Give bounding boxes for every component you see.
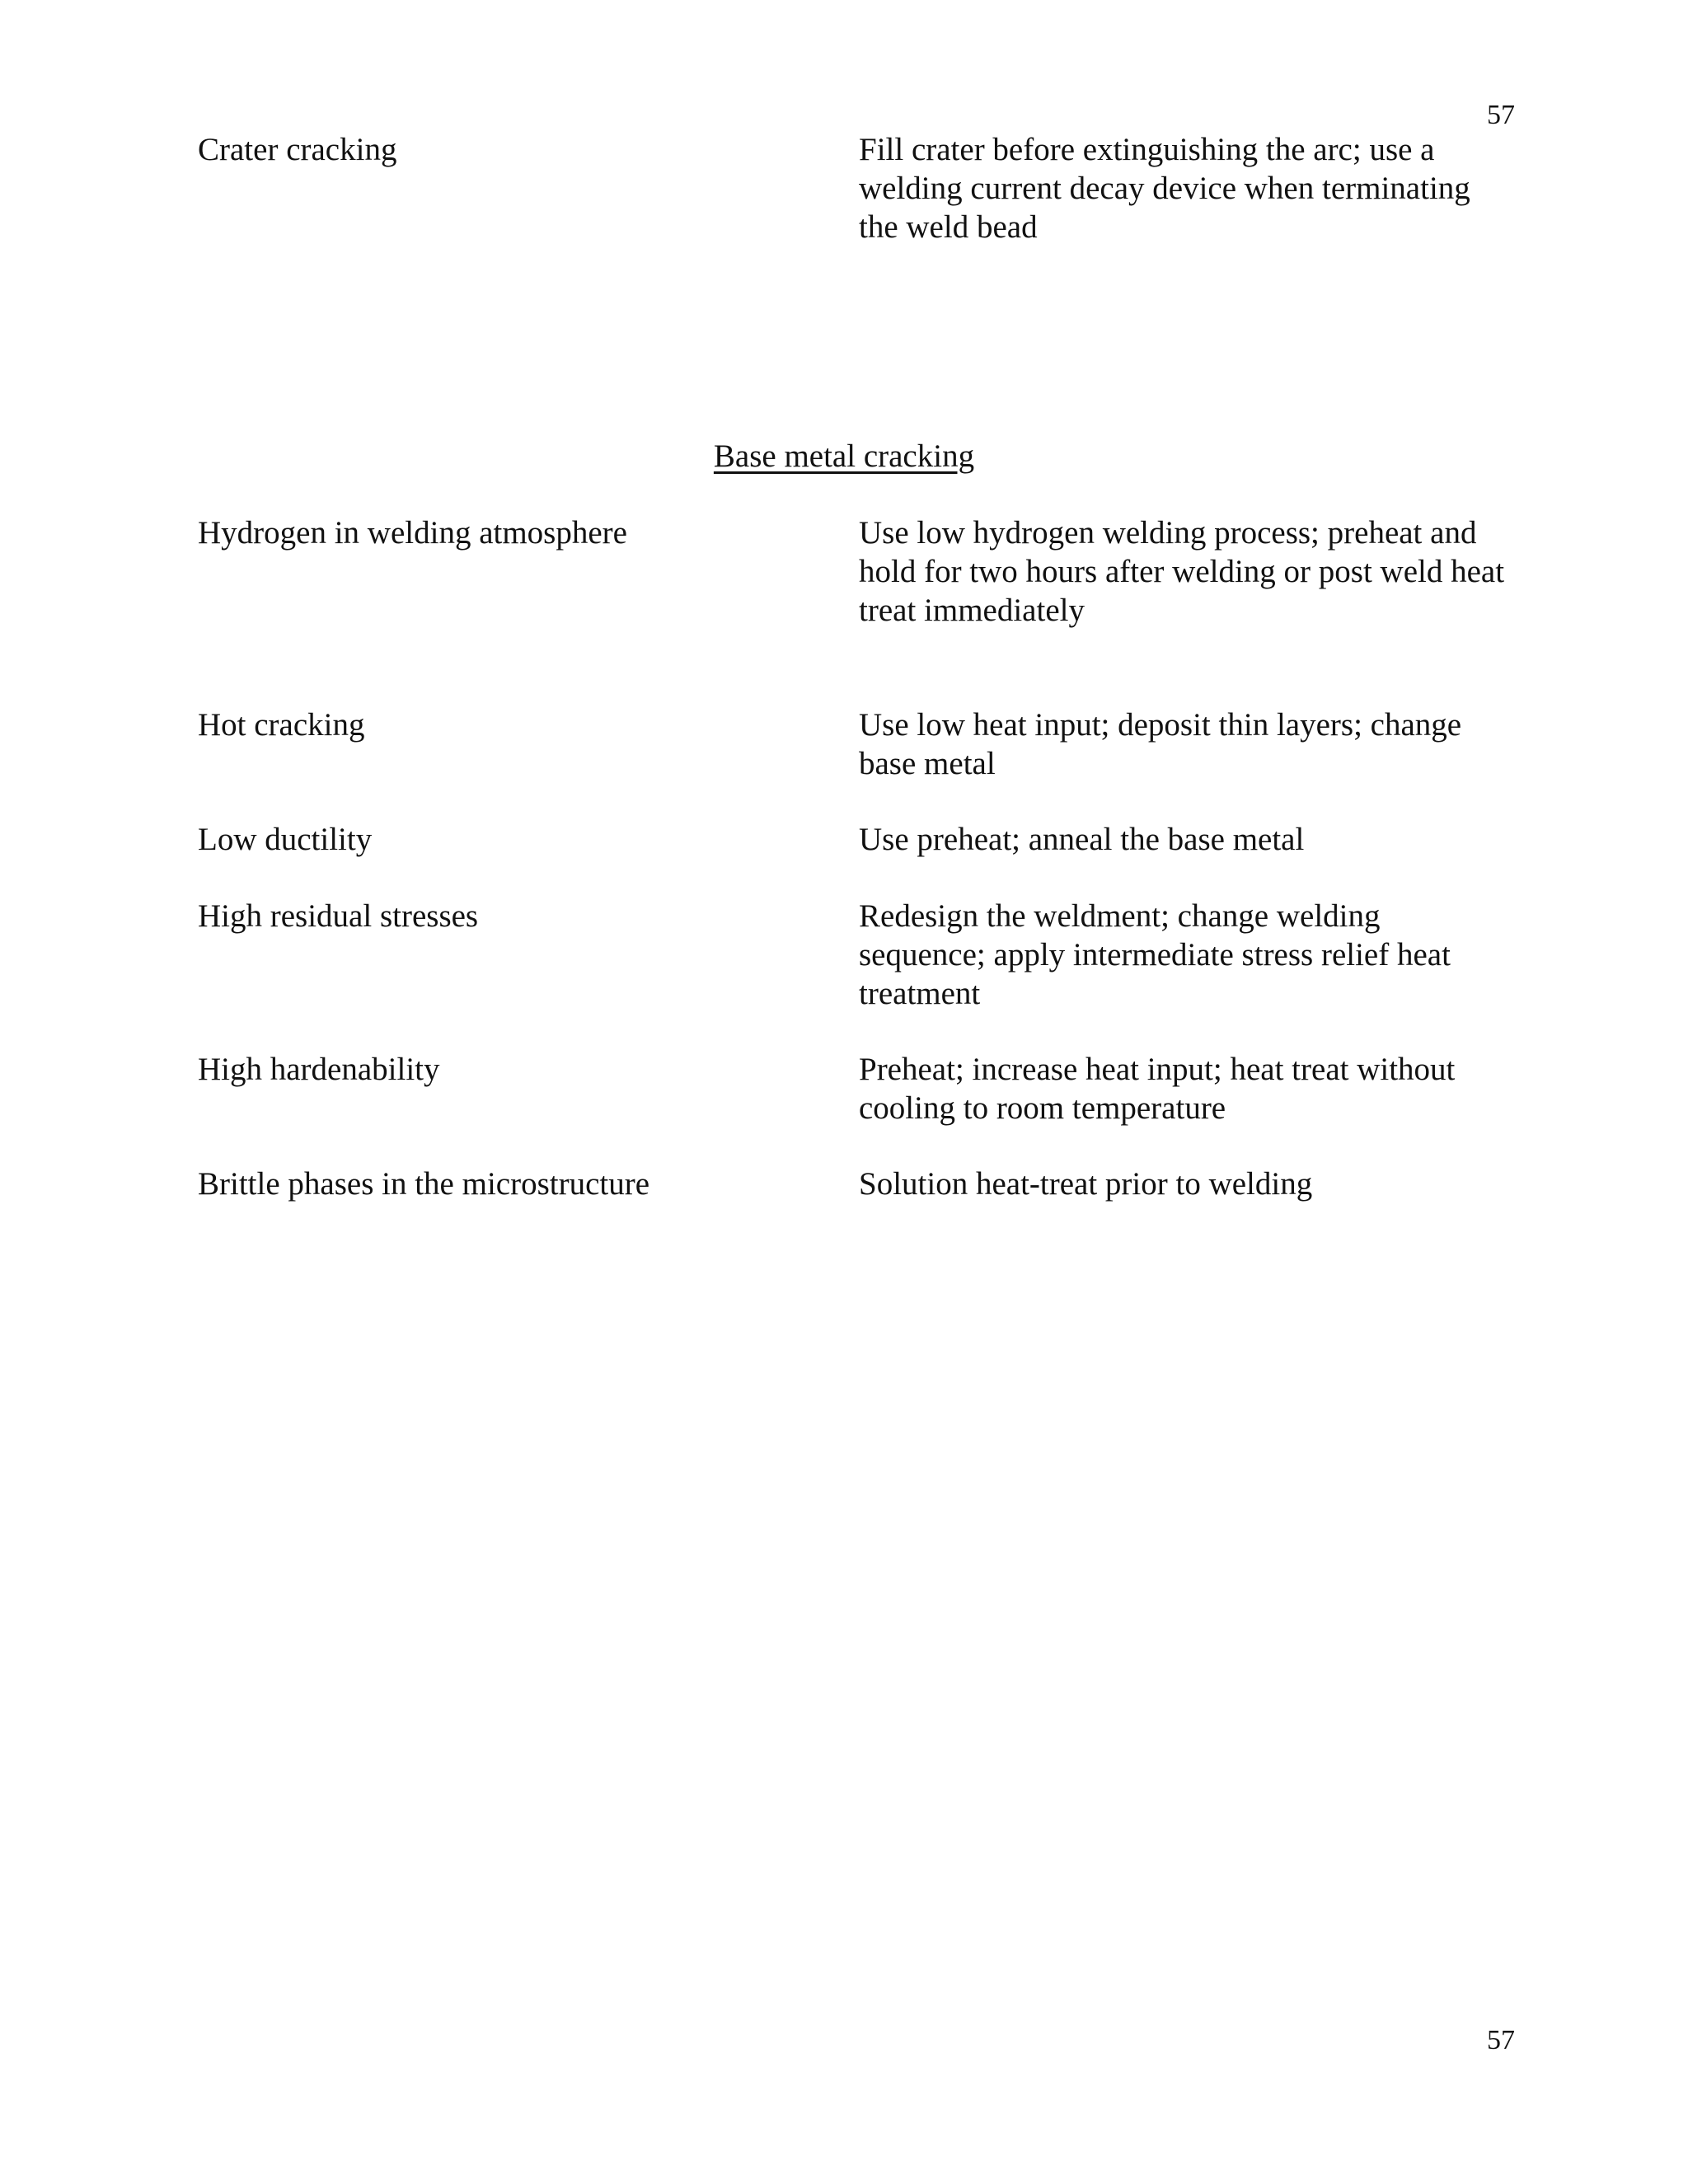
remedy-line: Use preheat; anneal the base metal [859,822,1305,857]
remedy-text [859,1165,1535,1203]
page-number-bottom: 57 [1487,2025,1515,2055]
section-heading-text: Base metal cracking [713,438,975,474]
remedy-text [859,130,1535,246]
cause-text: High hardenability [198,1052,440,1087]
remedy-line: Fill crater before extinguishing the arc; use a [859,132,1435,167]
remedy-text [859,820,1535,859]
remedy-line: the weld bead [859,209,1038,245]
remedy-text [859,513,1535,630]
page-number-top: 57 [1487,100,1515,130]
cause-text: Low ductility [198,822,373,857]
cause-text: Hot cracking [198,707,365,743]
remedy-line: Use low heat input; deposit thin layers; change [859,707,1462,743]
cause-text: Brittle phases in the microstructure [198,1166,650,1202]
remedy-text [859,1050,1535,1127]
section-heading [0,437,1688,476]
remedy-line: cooling to room temperature [859,1090,1226,1126]
remedy-line: Use low hydrogen welding process; preheat and [859,515,1477,551]
remedy-line: welding current decay device when terminating [859,171,1470,206]
remedy-text [859,705,1535,783]
remedy-line: base metal [859,746,996,781]
cause-text: High residual stresses [198,898,479,934]
cause-text: Hydrogen in welding atmosphere [198,515,627,551]
remedy-line: Solution heat-treat prior to welding [859,1166,1313,1202]
remedy-text [859,897,1535,1013]
remedy-line: treatment [859,976,981,1011]
remedy-line: sequence; apply intermediate stress relief heat [859,937,1451,972]
remedy-line: hold for two hours after welding or post weld heat [859,554,1505,589]
cause-text: Crater cracking [198,132,397,167]
remedy-line: Redesign the weldment; change welding [859,898,1381,934]
remedy-line: Preheat; increase heat input; heat treat without [859,1052,1456,1087]
remedy-line: treat immediately [859,593,1085,628]
